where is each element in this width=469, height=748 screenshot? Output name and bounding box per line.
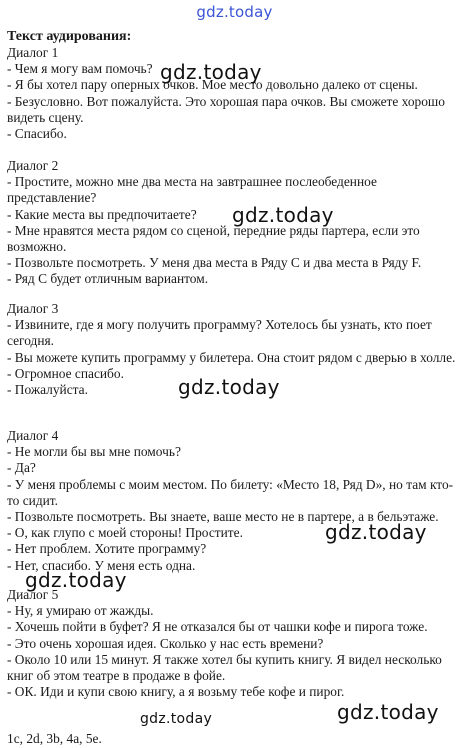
dialog-5 <box>7 587 457 700</box>
watermark: gdz.today <box>25 568 127 592</box>
dialog-line: - Вы можете купить программу у билетера. Она стоит рядом с дверью в холле. <box>7 349 456 365</box>
dialog-line: - Позвольте посмотреть. Вы знаете, ваше место не в партере, а в бельэтаже. <box>7 509 439 525</box>
dialog-title: Диалог 1 <box>7 45 59 60</box>
dialog-line: - Ну, я умираю от жажды. <box>7 603 154 619</box>
dialog-line: - Не могли бы вы мне помочь? <box>7 444 181 460</box>
dialog-line: - Простите, можно мне два места на завтрашнее послеобеденное представление? <box>7 174 377 206</box>
dialog-title: Диалог 2 <box>7 158 59 173</box>
dialog-title: Диалог 4 <box>7 428 59 443</box>
dialog-line: - Позвольте посмотреть. У меня два места в Ряду С и два места в Ряду F. <box>7 255 422 271</box>
watermark: gdz.today <box>140 711 213 727</box>
dialog-line: - Спасибо. <box>7 126 67 142</box>
dialog-line: - Огромное спасибо. <box>7 365 124 381</box>
watermark: gdz.today <box>178 375 280 399</box>
dialog-line: - Нет, спасибо. У меня есть одна. <box>7 557 196 573</box>
dialog-line: - Да? <box>7 460 36 476</box>
watermark: gdz.today <box>337 700 439 724</box>
watermark-top: gdz.today <box>196 3 273 21</box>
page-title: Текст аудирования: <box>7 29 132 44</box>
dialog-title: Диалог 5 <box>7 587 59 602</box>
dialog-line: - Это очень хорошая идея. Сколько у нас есть времени? <box>7 635 324 651</box>
dialog-line: - Чем я могу вам помочь? <box>7 61 153 77</box>
dialog-line: - Пожалуйста. <box>7 382 88 398</box>
dialog-line: - Извините, где я могу получить программу? Хотелось бы узнать, кто поет сегодня. <box>7 317 432 349</box>
dialog-line: - Какие места вы предпочитаете? <box>7 206 197 222</box>
answer-key: 1c, 2d, 3b, 4a, 5e. <box>7 731 102 746</box>
dialog-line: - У меня проблемы с моим местом. По билету: «Место 18, Ряд D», но там кто-то сидит. <box>7 476 454 508</box>
dialog-line: - ОК. Иди и купи свою книгу, а я возьму тебе кофе и пирог. <box>7 684 345 700</box>
dialog-4 <box>7 428 457 574</box>
dialog-line: - Хочешь пойти в буфет? Я не отказался бы от чашки кофе и пирога тоже. <box>7 619 428 635</box>
dialog-line: - Нет проблем. Хотите программу? <box>7 541 207 557</box>
dialog-line: - О, как глупо с моей стороны! Простите. <box>7 525 243 541</box>
dialog-title: Диалог 3 <box>7 301 59 316</box>
watermark: gdz.today <box>232 203 334 227</box>
dialog-line: - Безусловно. Вот пожалуйста. Это хорошая пара очков. Вы сможете хорошо видеть сцену. <box>7 93 445 125</box>
watermark: gdz.today <box>160 60 262 84</box>
dialog-line: - Ряд С будет отличным вариантом. <box>7 271 209 287</box>
watermark: gdz.today <box>325 520 427 544</box>
dialog-line: - Около 10 или 15 минут. Я также хотел бы купить книгу. Я видел несколько книг об этом театре в продаже в фойе. <box>7 651 442 684</box>
dialog-line: - Мне нравятся места рядом со сценой, передние ряды партера, если это возможно. <box>7 222 420 255</box>
dialog-line: - Я бы хотел пару оперных очков. Мое место довольно далеко от сцены. <box>7 77 418 93</box>
